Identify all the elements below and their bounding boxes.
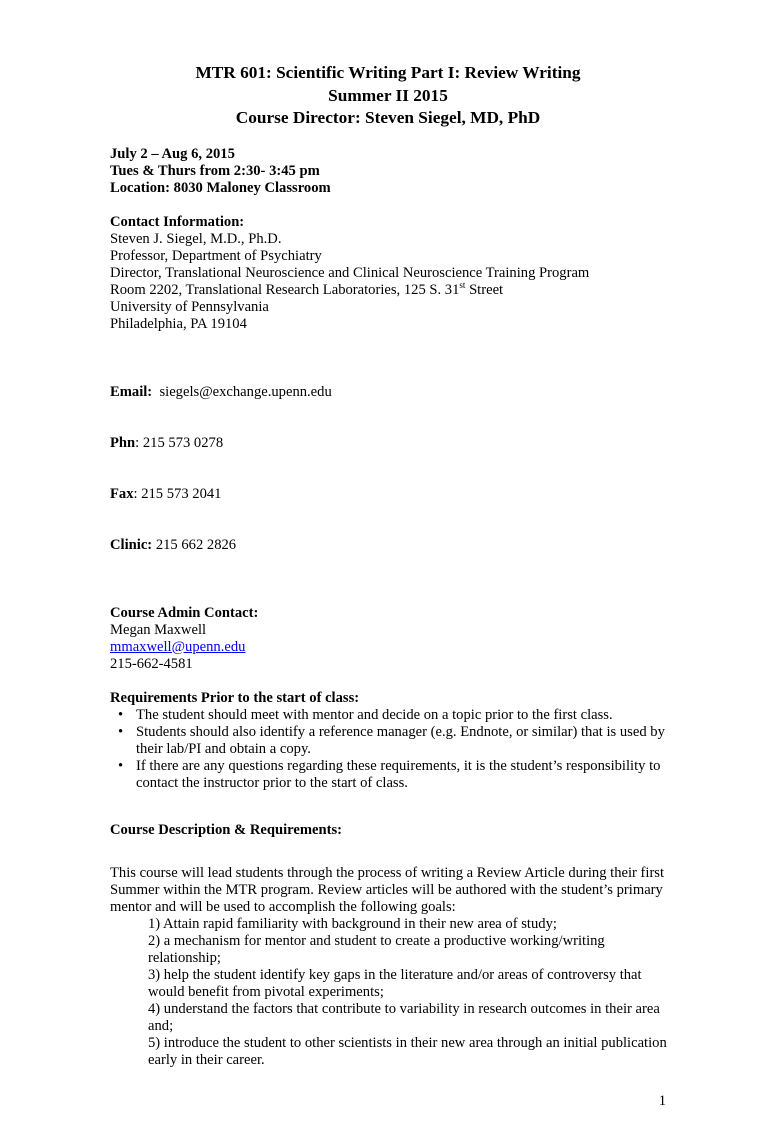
requirement-item [110, 724, 668, 758]
phone-value: : 215 573 0278 [135, 434, 224, 451]
room-sup: st [459, 279, 466, 290]
clinic-value: 215 662 2826 [152, 536, 237, 553]
goal-item: 1) Attain rapid familiarity with background in their new area of study; [148, 915, 557, 932]
admin-phone: 215-662-4581 [110, 655, 193, 672]
meeting-time: Tues & Thurs from 2:30- 3:45 pm [110, 162, 320, 179]
email-value: siegels@exchange.upenn.edu [152, 383, 332, 400]
course-title: MTR 601: Scientific Writing Part I: Review Writing [195, 63, 581, 82]
contact-city: Philadelphia, PA 19104 [110, 315, 247, 332]
requirements-heading: Requirements Prior to the start of class: [110, 689, 360, 706]
bullet-icon: • [118, 706, 124, 723]
phones-block [110, 350, 668, 588]
requirement-item [110, 758, 668, 792]
course-director: Course Director: Steven Siegel, MD, PhD [235, 108, 541, 127]
admin-name: Megan Maxwell [110, 621, 207, 638]
document-title [0, 62, 768, 130]
goal-item: 5) introduce the student to other scientists in their new area through an initial publication early in their career. [148, 1034, 667, 1068]
bullet-icon: • [118, 723, 124, 740]
contact-university: University of Pennsylvania [110, 298, 269, 315]
term: Summer II 2015 [328, 85, 448, 105]
description-intro: This course will lead students through the process of writing a Review Article during their first Summer within the MTR program. Review articles will be authored with the student’s primary mentor and will be used to accomplish the following goals: [110, 864, 665, 915]
admin-block [110, 605, 668, 673]
goal-item: 2) a mechanism for mentor and student to create a productive working/writing relationship; [148, 932, 605, 966]
contact-block [110, 214, 668, 333]
requirement-text: If there are any questions regarding these requirements, it is the student’s responsibility to contact the instructor prior to the start of class. [136, 757, 661, 791]
schedule-block [110, 146, 668, 197]
requirement-item [110, 707, 668, 724]
dates: July 2 – Aug 6, 2015 [110, 145, 235, 162]
admin-email-link[interactable]: mmaxwell@upenn.edu [110, 638, 246, 655]
contact-title-2: Director, Translational Neuroscience and Clinical Neuroscience Training Program [110, 264, 590, 281]
room-end: Street [465, 281, 504, 298]
goal-item: 4) understand the factors that contribute to variability in research outcomes in their area and; [148, 1000, 660, 1034]
room-text: Room 2202, Translational Research Laboratories, 125 S. 31 [110, 281, 460, 298]
phone-label: Phn [110, 434, 136, 451]
clinic-label: Clinic: [110, 536, 153, 553]
fax-value: : 215 573 2041 [133, 485, 222, 502]
location: Location: 8030 Maloney Classroom [110, 179, 331, 196]
contact-heading: Contact Information: [110, 213, 245, 230]
contact-room [110, 279, 668, 299]
admin-heading: Course Admin Contact: [110, 604, 259, 621]
fax-label: Fax [110, 485, 134, 502]
bullet-icon: • [118, 757, 124, 774]
email-label: Email: [110, 383, 153, 400]
contact-name: Steven J. Siegel, M.D., Ph.D. [110, 230, 282, 247]
goal-item: 3) help the student identify key gaps in the literature and/or areas of controversy that would benefit from pivotal experiments; [148, 966, 642, 1000]
description-heading: Course Description & Requirements: [110, 821, 342, 838]
page-number: 1 [658, 1092, 666, 1109]
contact-title: Professor, Department of Psychiatry [110, 247, 322, 264]
requirement-text: The student should meet with mentor and decide on a topic prior to the first class. [136, 706, 613, 723]
requirement-text: Students should also identify a reference manager (e.g. Endnote, or similar) that is used by their lab/PI and obtain a copy. [136, 723, 665, 757]
description-block [110, 822, 668, 1069]
requirements-block [110, 690, 668, 792]
